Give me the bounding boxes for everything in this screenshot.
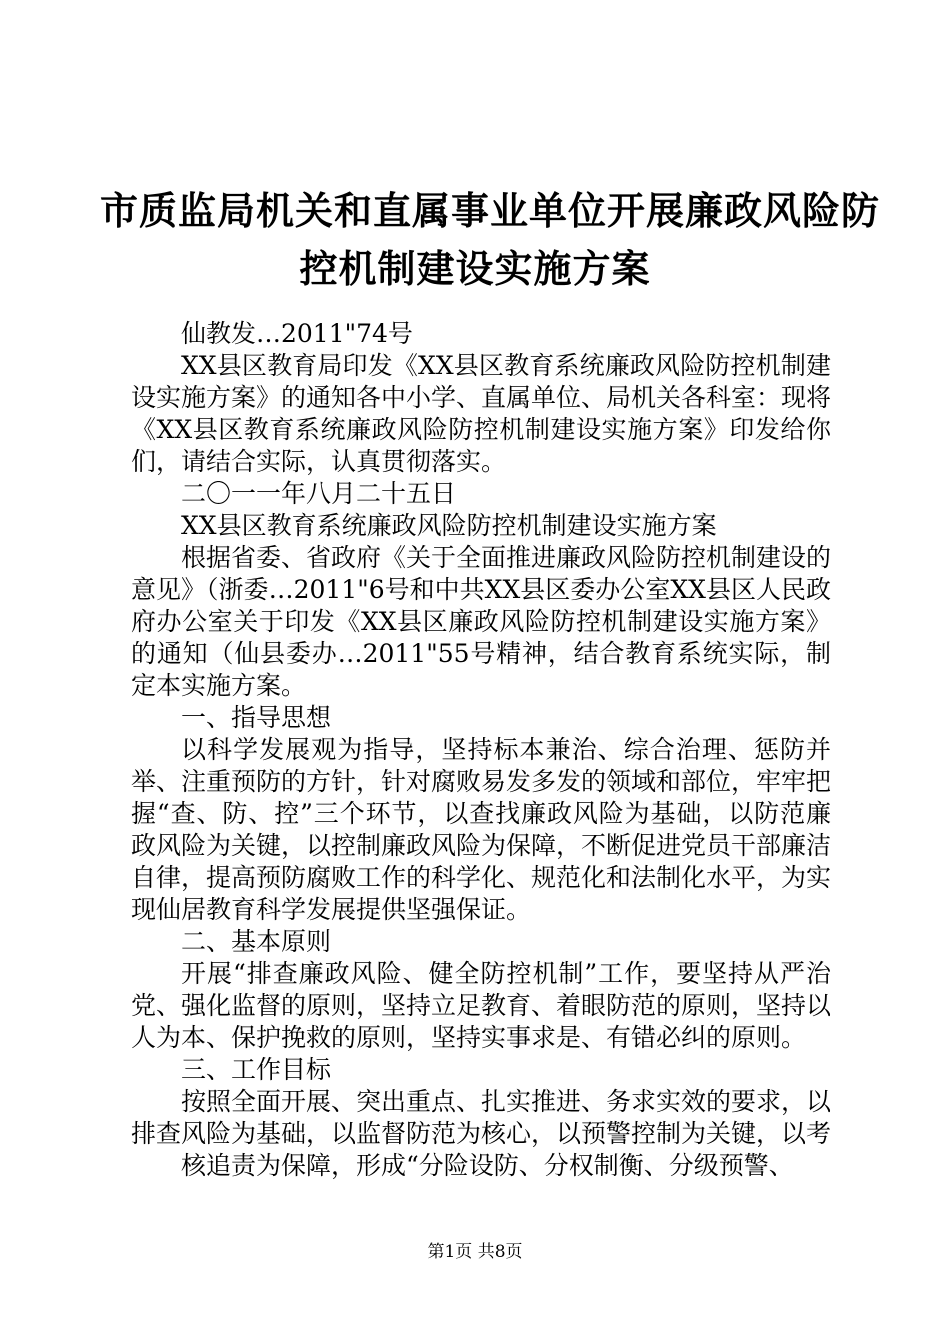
- work-goals-paragraph: 按照全面开展、突出重点、扎实推进、务求实效的要求，以排查风险为基础，以监督防范为核心，以预警控制为关键，以考: [131, 1087, 832, 1148]
- basis-paragraph: 根据省委、省政府《关于全面推进廉政风险防控机制建设的意见》（浙委…2011"6号和中共XX县区委办公室XX县区人民政府办公室关于印发《XX县区廉政风险防控机制建设实施方案》的通知（仙县委办…2011"55号精神，结合教育系统实际，制定本实施方案。: [131, 543, 832, 700]
- guiding-ideology-paragraph: 以科学发展观为指导，坚持标本兼治、综合治理、惩防并举、注重预防的方针，针对腐败易发多发的领域和部位，牢牢把握“查、防、控”三个环节，以查找廉政风险为基础，以防范廉政风险为关键，以控制廉政风险为保障，不断促进党员干部廉洁自律，提高预防腐败工作的科学化、规范化和法制化水平，为实现仙居教育科学发展提供坚强保证。: [131, 735, 832, 924]
- issue-date: 二〇一一年八月二十五日: [181, 479, 457, 508]
- section-heading-basic-principles: 二、基本原则: [181, 927, 332, 956]
- basic-principles-paragraph: 开展“排查廉政风险、健全防控机制”工作，要坚持从严治党、强化监督的原则，坚持立足教育、着眼防范的原则，坚持以人为本、保护挽救的原则，坚持实事求是、有错必纠的原则。: [131, 959, 832, 1052]
- page-number-footer: 第1页 共8页: [427, 1242, 523, 1262]
- document-title-line-1: 市质监局机关和直属事业单位开展廉政风险防: [100, 188, 881, 233]
- plan-heading: XX县区教育系统廉政风险防控机制建设实施方案: [181, 511, 717, 540]
- section-heading-work-goals: 三、工作目标: [181, 1055, 332, 1084]
- notice-paragraph: XX县区教育局印发《XX县区教育系统廉政风险防控机制建设实施方案》的通知各中小学、直属单位、局机关各科室：现将《XX县区教育系统廉政风险防控机制建设实施方案》印发给你们，请结合实际，认真贯彻落实。: [131, 351, 832, 476]
- document-title-line-2: 控机制建设实施方案: [299, 246, 651, 291]
- document-number: 仙教发…2011"74号: [181, 319, 413, 348]
- section-heading-guiding-ideology: 一、指导思想: [181, 703, 332, 732]
- work-goals-paragraph-continued: 核追责为保障，形成“分险设防、分权制衡、分级预警、: [181, 1151, 794, 1180]
- document-body: [131, 318, 831, 1182]
